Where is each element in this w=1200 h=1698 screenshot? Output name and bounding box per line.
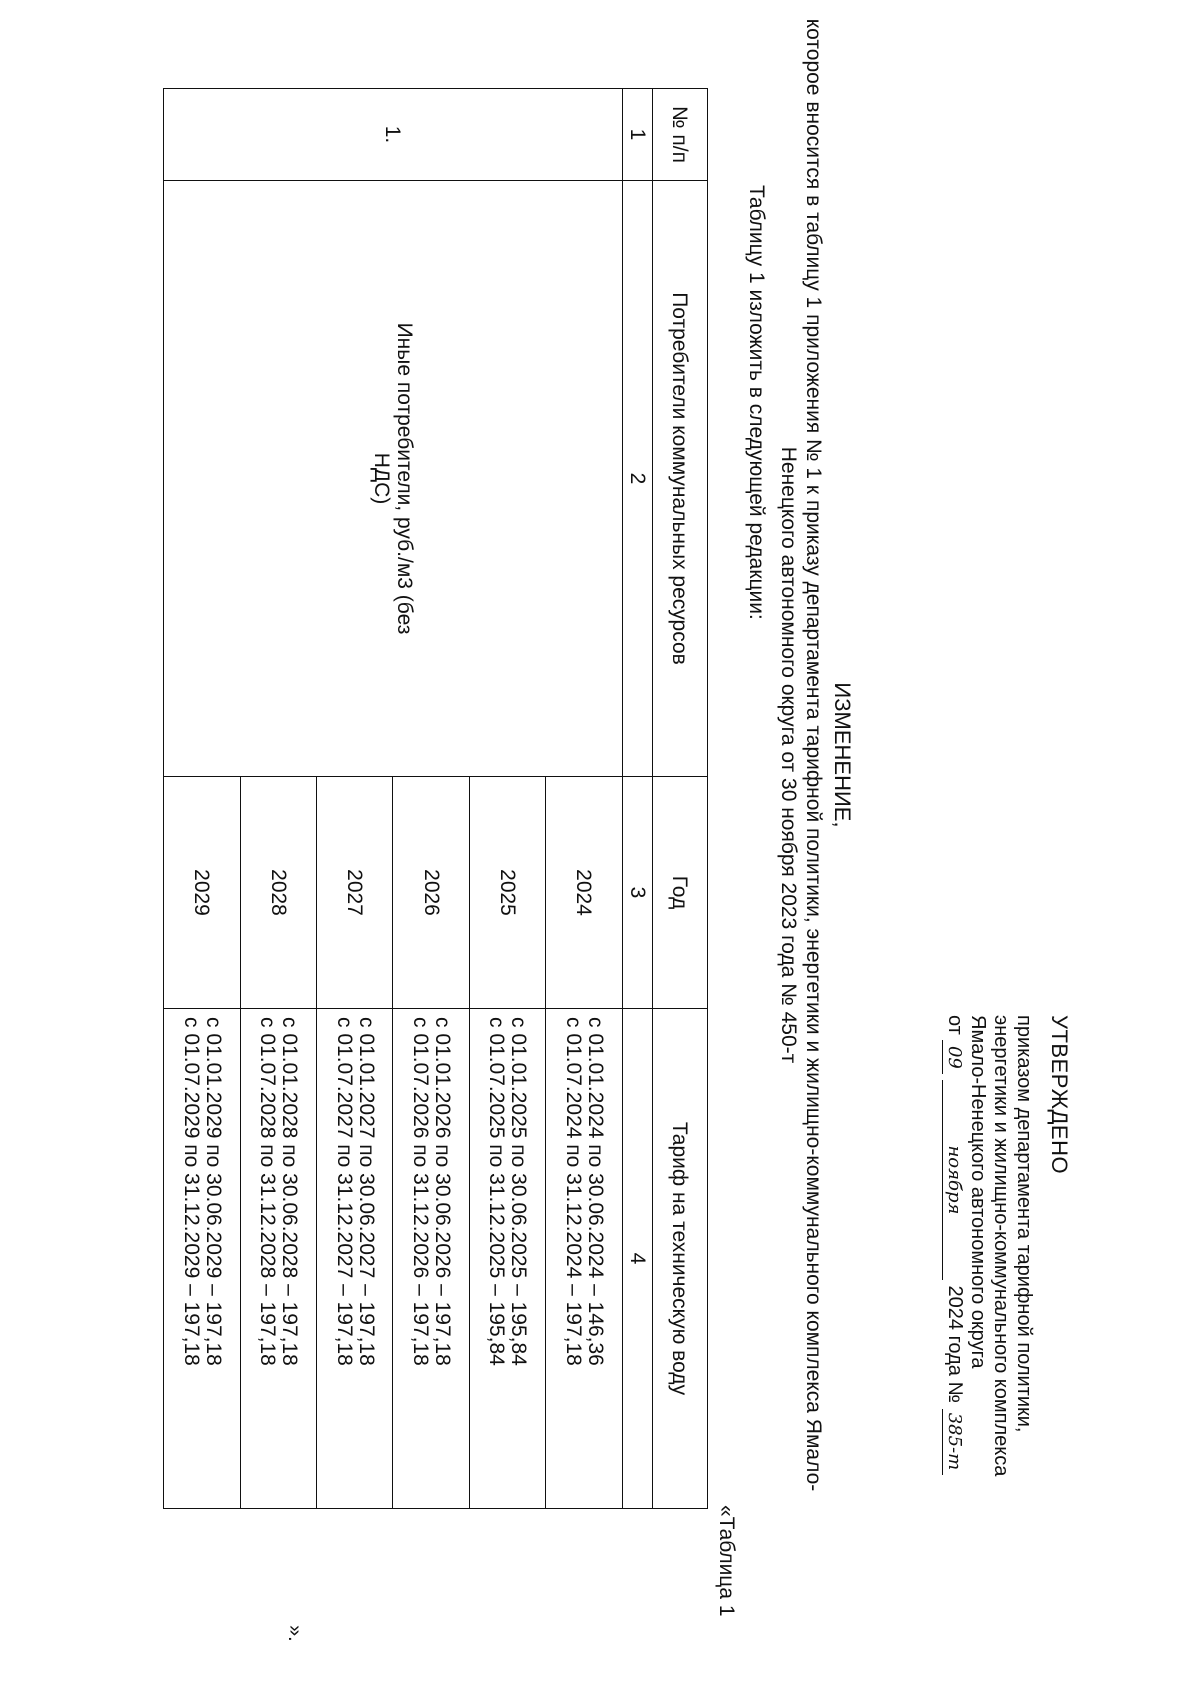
header-tariff: Тариф на техническую воду (652, 1009, 707, 1509)
approval-date-line (943, 1015, 966, 1476)
approval-line-2: энергетики и жилищно-коммунального комплекса (990, 1015, 1012, 1477)
date-prefix: от (944, 1015, 966, 1035)
table-header-row (652, 89, 707, 1509)
tariff-period: с 01.01.2025 по 30.06.2025 – 195,84 (507, 1017, 531, 1366)
row-number: 1. (164, 89, 623, 181)
column-number-3: 3 (622, 777, 652, 1009)
tariff-period: с 01.07.2026 по 31.12.2026 – 197,18 (409, 1017, 433, 1366)
document-subheading: которое вносится в таблицу 1 приложения № 1 к приказу департамента тарифной политики, энергетики и жилищно-коммунального комплекса Ямало-Ненецкого автономного округа от 30 ноября 2023 года № 450-т (777, 18, 825, 1492)
tariff-period: с 01.07.2029 по 31.12.2029 – 197,18 (179, 1017, 203, 1366)
tariff-cell (469, 1009, 545, 1509)
column-number-2: 2 (622, 181, 652, 777)
year-cell: 2026 (393, 777, 469, 1009)
column-number-1: 1 (622, 89, 652, 181)
header-year: Год (652, 777, 707, 1009)
tariff-table (163, 88, 708, 1509)
tariff-period: с 01.01.2024 по 30.06.2024 – 146,36 (583, 1017, 607, 1366)
table-label: «Таблица 1 (715, 1505, 738, 1617)
document-heading: ИЗМЕНЕНИЕ, (830, 682, 855, 828)
intro-text: Таблицу 1 изложить в следующей редакции: (745, 185, 768, 620)
year-cell: 2024 (546, 777, 622, 1009)
year-cell: 2029 (164, 777, 241, 1009)
tariff-period: с 01.07.2024 по 31.12.2024 – 197,18 (561, 1017, 585, 1366)
tariff-cell (316, 1009, 392, 1509)
approval-line-3: Ямало-Ненецкого автономного округа (967, 1015, 989, 1369)
order-number-handwritten: 385-т (942, 1409, 966, 1475)
tariff-period: с 01.01.2027 по 30.06.2027 – 197,18 (354, 1017, 378, 1366)
header-number: № п/п (652, 89, 707, 181)
consumer-cell: Иные потребители, руб./м3 (без НДС) (164, 181, 623, 777)
tariff-cell (240, 1009, 316, 1509)
table-column-numbers-row (622, 89, 652, 1509)
tariff-cell (393, 1009, 469, 1509)
tariff-period: с 01.01.2026 по 30.06.2026 – 197,18 (431, 1017, 455, 1366)
table-row (546, 89, 622, 1509)
approval-title: УТВЕРЖДЕНО (1047, 1015, 1072, 1175)
tariff-cell (164, 1009, 241, 1509)
tariff-cell (546, 1009, 622, 1509)
tariff-period: с 01.07.2025 по 31.12.2025 – 195,84 (485, 1017, 509, 1366)
date-day-handwritten: 09 (942, 1040, 966, 1074)
tariff-period: с 01.01.2029 по 30.06.2029 – 197,18 (201, 1017, 225, 1366)
date-year-text: 2024 года № (944, 1285, 966, 1403)
year-cell: 2025 (469, 777, 545, 1009)
tariff-period: с 01.01.2028 по 30.06.2028 – 197,18 (278, 1017, 302, 1366)
closing-quote: ». (284, 1625, 306, 1642)
year-cell: 2028 (240, 777, 316, 1009)
column-number-4: 4 (622, 1009, 652, 1509)
approval-block (943, 1015, 1035, 1476)
header-consumers: Потребители коммунальных ресурсов (652, 181, 707, 777)
tariff-period: с 01.07.2027 по 31.12.2027 – 197,18 (332, 1017, 356, 1366)
year-cell: 2027 (316, 777, 392, 1009)
approval-line-1: приказом департамента тарифной политики, (1013, 1015, 1035, 1433)
tariff-period: с 01.07.2028 по 31.12.2028 – 197,18 (256, 1017, 280, 1366)
date-month-handwritten: ноября (942, 1080, 966, 1280)
